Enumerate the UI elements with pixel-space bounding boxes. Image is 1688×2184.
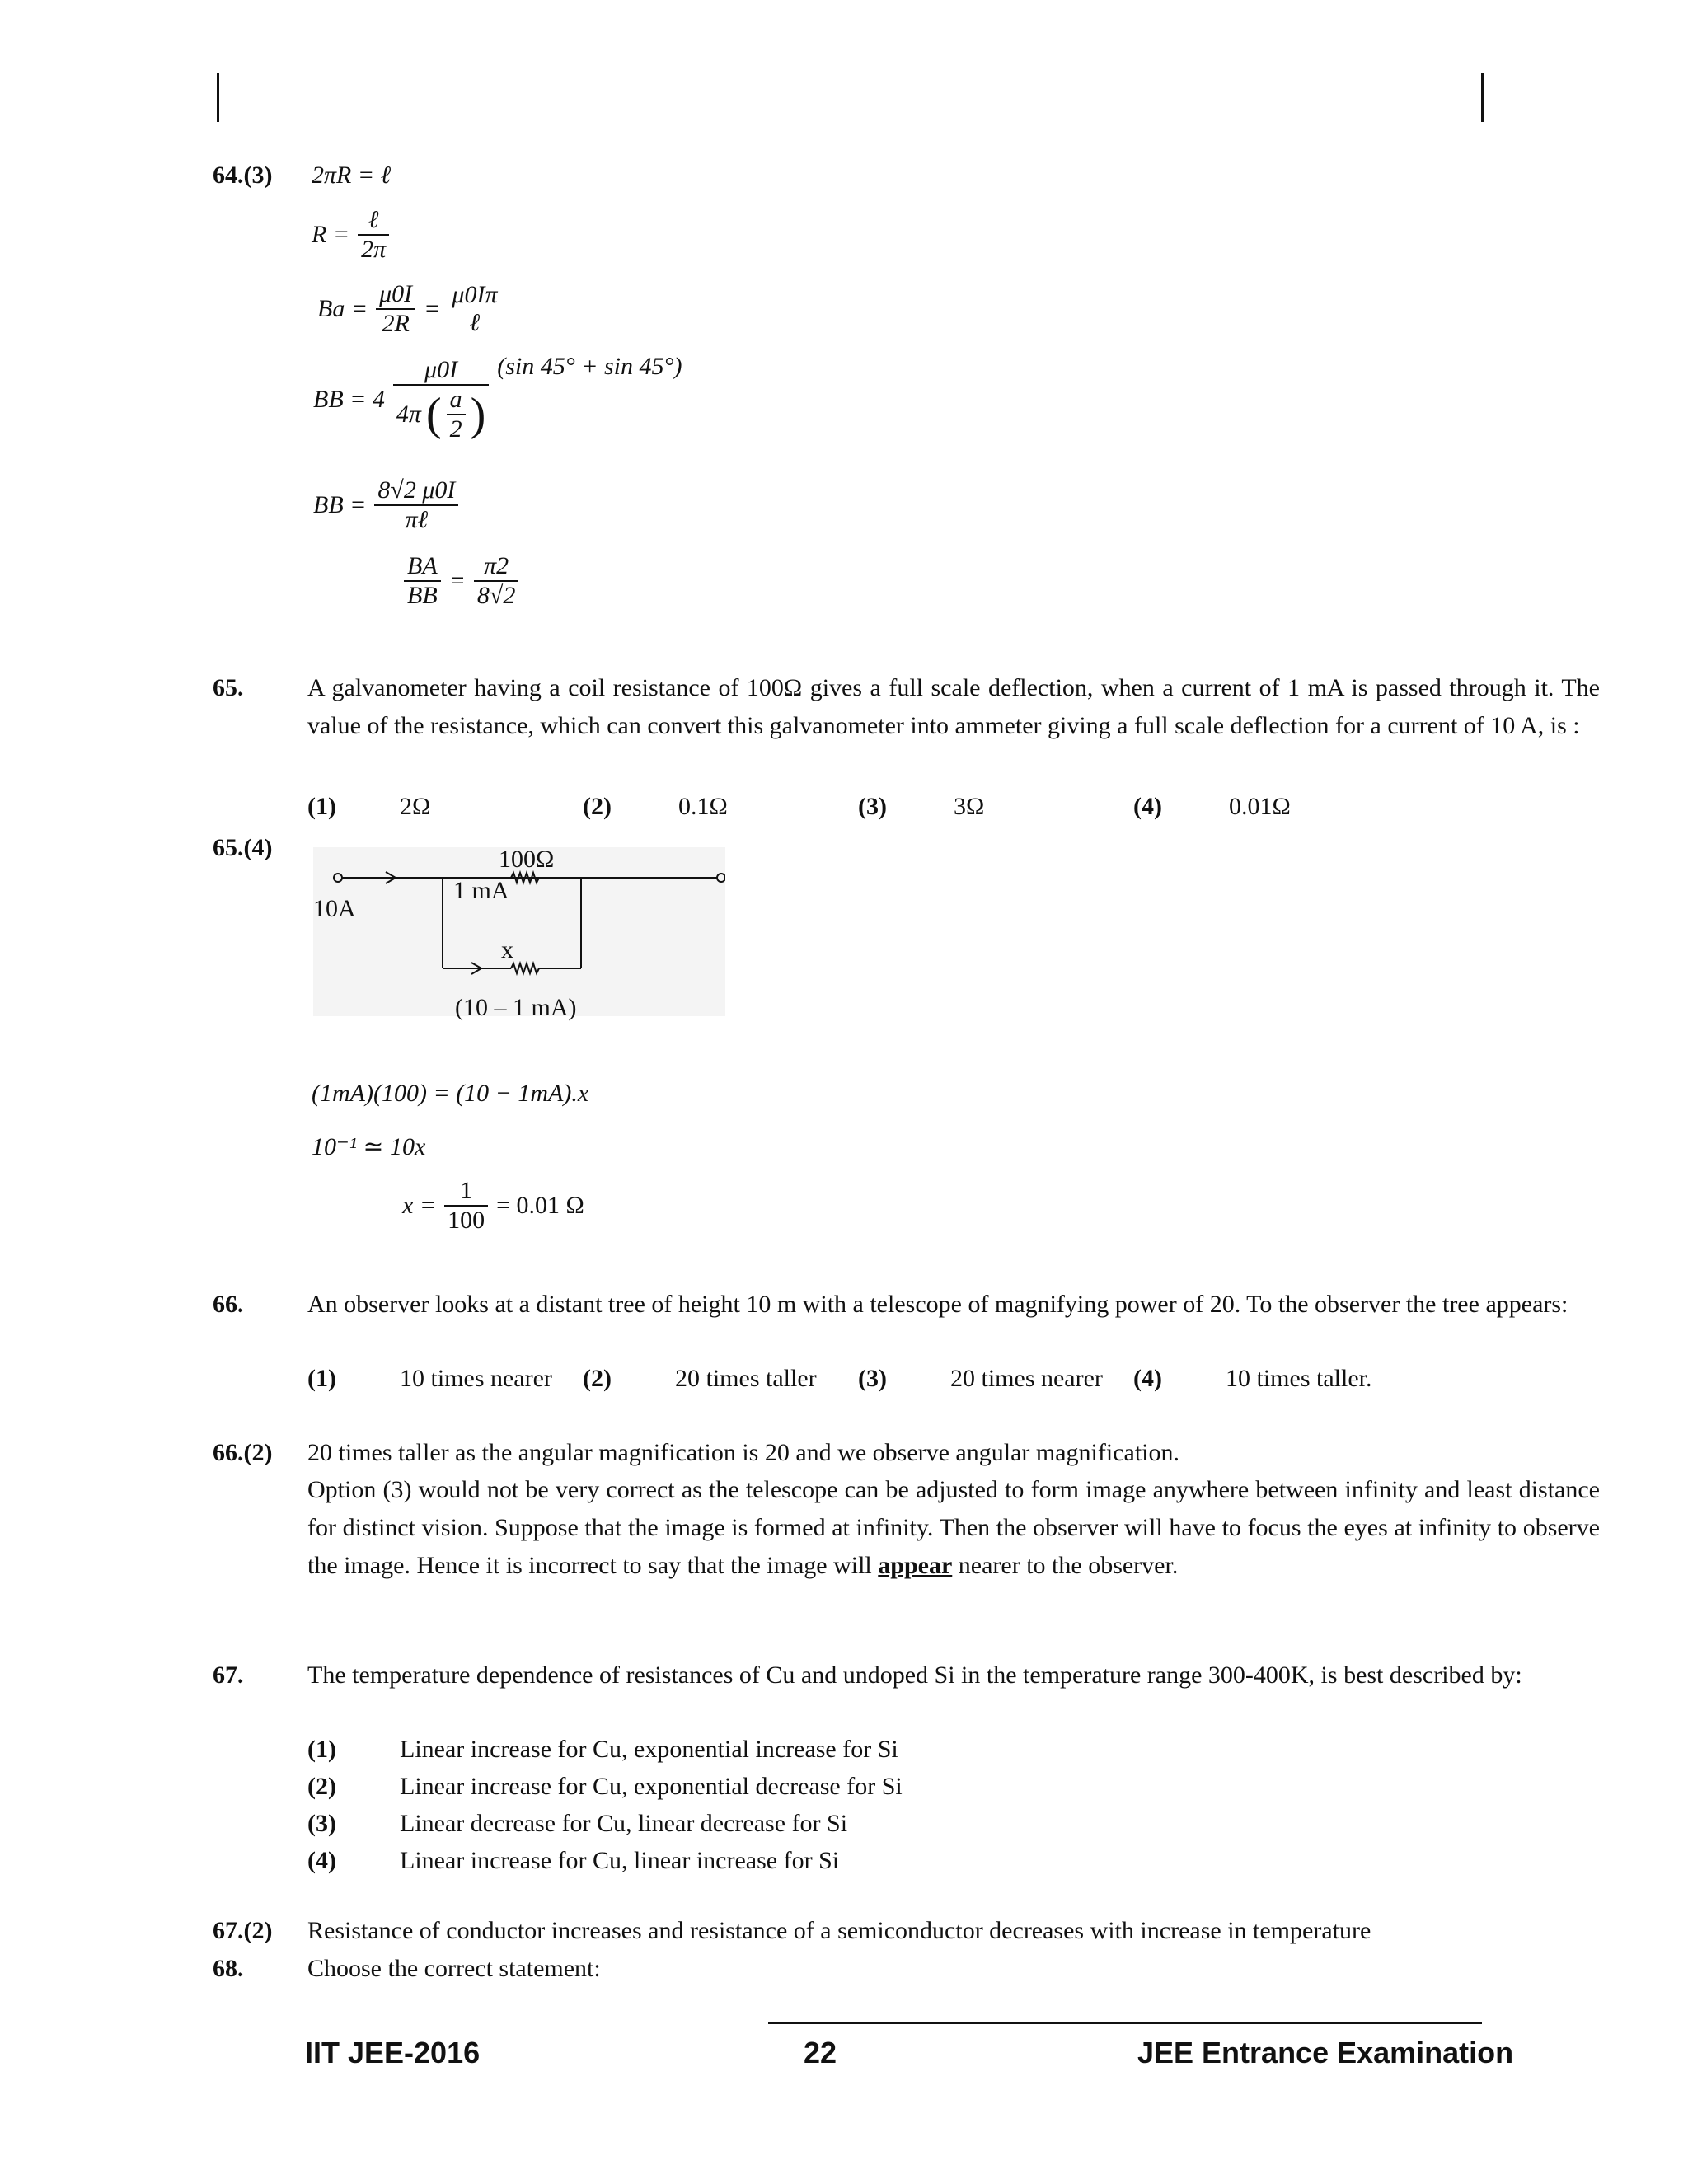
option-text: Linear increase for Cu, exponential increase for Si xyxy=(400,1736,898,1763)
eq-rhs: (sin 45° + sin 45°) xyxy=(497,353,682,380)
answer-label-67: 67.(2) xyxy=(213,1917,273,1944)
eq-lhs: Ba = xyxy=(317,295,368,322)
option-67-4 xyxy=(307,1842,903,1879)
option-number: (3) xyxy=(307,1810,336,1837)
option-number: (4) xyxy=(1133,1365,1162,1392)
margin-bar-left xyxy=(217,73,219,122)
answer-67-text: Resistance of conductor increases and resistance of a semiconductor decreases with increase in temperature xyxy=(307,1917,1372,1944)
eq-64-5 xyxy=(313,476,458,534)
fraction xyxy=(448,281,500,337)
option-text: 2Ω xyxy=(400,793,431,820)
option-text: 10 times taller. xyxy=(1226,1365,1372,1392)
circuit-label-i-bottom: (10 – 1 mA) xyxy=(455,994,577,1021)
eq-65-3 xyxy=(402,1177,584,1235)
circuit-label-r-top: 100Ω xyxy=(499,846,555,873)
option-text: 20 times taller xyxy=(675,1365,817,1392)
footer-left: IIT JEE-2016 xyxy=(305,2036,481,2069)
denominator: 4π ( $\frac{a}{2}$ ) xyxy=(393,384,489,443)
footer-right: JEE Entrance Examination xyxy=(1137,2036,1514,2069)
answer-66-text-b: nearer to the observer. xyxy=(958,1552,1179,1579)
question-label-64: 64.(3) xyxy=(213,162,273,189)
eq-65-1: (1mA)(100) = (10 − 1mA).x xyxy=(312,1080,589,1107)
eq-rhs: = 0.01 Ω xyxy=(496,1192,584,1219)
option-number: (2) xyxy=(307,1773,336,1800)
eq-64-6 xyxy=(404,552,518,610)
denominator-prefix: 4π xyxy=(396,401,421,428)
denominator: BB xyxy=(404,580,441,610)
option-number: (2) xyxy=(583,793,612,820)
answer-66-underlined: appear xyxy=(878,1552,953,1579)
option-67-1 xyxy=(307,1731,903,1768)
option-text: 0.1Ω xyxy=(678,793,728,820)
inner-fraction xyxy=(447,386,466,443)
answer-66-paragraph xyxy=(307,1471,1600,1585)
inner-numerator: a xyxy=(449,386,462,413)
numerator: π2 xyxy=(484,552,509,579)
numerator: μ0Iπ xyxy=(452,281,498,308)
fraction xyxy=(474,552,518,610)
circuit-label-i-top: 1 mA xyxy=(453,877,509,904)
option-number: (3) xyxy=(858,1365,887,1392)
option-number: (4) xyxy=(1133,793,1162,820)
denominator: πℓ xyxy=(374,504,458,534)
denominator: 8√2 xyxy=(474,580,518,610)
option-number: (1) xyxy=(307,1736,336,1763)
answer-66-line1: 20 times taller as the angular magnification is 20 and we observe angular magnification. xyxy=(307,1439,1179,1466)
circuit-label-i-in: 10A xyxy=(313,895,356,922)
option-number: (1) xyxy=(307,793,336,820)
numerator: μ0I xyxy=(379,280,413,307)
resistor-bottom xyxy=(511,963,539,973)
eq-64-1: 2πR = ℓ xyxy=(312,162,392,189)
denominator: ℓ xyxy=(469,309,481,336)
option-number: (4) xyxy=(307,1847,336,1874)
option-65-2 xyxy=(583,788,728,826)
option-text: 10 times nearer xyxy=(400,1365,552,1392)
eq-lhs: x = xyxy=(402,1192,437,1219)
numerator: 8√2 μ0I xyxy=(377,476,456,504)
question-text-65: A galvanometer having a coil resistance of 100Ω gives a full scale deflection, when a current of 1 mA is passed through it. The value of the resistance, which can convert this galvanometer into ammeter giving a full scale deflection for a current of 10 A, is : xyxy=(307,674,1600,739)
option-66-4 xyxy=(1133,1360,1372,1398)
equals-sign: = xyxy=(448,567,466,594)
numerator: μ0I xyxy=(424,356,458,383)
question-label-66: 66. xyxy=(213,1291,244,1318)
eq-lhs: BB = xyxy=(313,491,367,518)
option-67-3 xyxy=(307,1805,903,1842)
fraction xyxy=(393,356,489,443)
eq-64-3 xyxy=(317,280,500,338)
option-65-3 xyxy=(858,788,985,826)
page-number: 22 xyxy=(804,2036,837,2069)
question-label-68: 68. xyxy=(213,1955,244,1982)
footer-rule xyxy=(768,2022,1482,2024)
option-text: Linear decrease for Cu, linear decrease for Si xyxy=(400,1810,848,1837)
answer-66-text-a: Option (3) would not be very correct as the telescope can be adjusted to form image anywhere between infinity and least distance for distinct vision. Suppose that the image is formed at infinity. Then the observer will have to focus the eyes at infinity to observe the image. Hence it is incorrect to say that the image will xyxy=(307,1476,1600,1579)
question-text-66: An observer looks at a distant tree of height 10 m with a telescope of magnifying power of 20. To the observer the tree appears: xyxy=(307,1291,1568,1318)
numerator: ℓ xyxy=(368,206,379,233)
denominator: 2R xyxy=(376,308,415,338)
answer-label-66: 66.(2) xyxy=(213,1439,273,1466)
question-text-68: Choose the correct statement: xyxy=(307,1955,601,1982)
question-label-67: 67. xyxy=(213,1661,244,1689)
numerator: 1 xyxy=(460,1177,473,1204)
option-67-2 xyxy=(307,1768,903,1805)
eq-lhs: BB = 4 xyxy=(313,386,385,413)
eq-64-4 xyxy=(313,353,682,443)
circuit-label-r-bottom: x xyxy=(501,936,513,963)
question-text-67: The temperature dependence of resistances of Cu and undoped Si in the temperature range 300-400K, is best described by: xyxy=(307,1661,1522,1689)
inner-denominator: 2 xyxy=(447,414,466,443)
margin-bar-right xyxy=(1481,73,1484,122)
options-67 xyxy=(307,1731,903,1879)
equals-sign: = xyxy=(424,295,441,322)
option-65-1 xyxy=(307,788,431,826)
numerator: BA xyxy=(407,552,438,579)
eq-65-2: 10⁻¹ ≃ 10x xyxy=(312,1133,426,1160)
denominator: 2π xyxy=(358,234,389,264)
option-text: 0.01Ω xyxy=(1229,793,1291,820)
circuit-diagram xyxy=(313,846,725,1021)
fraction xyxy=(404,552,441,610)
question-label-65: 65. xyxy=(213,674,244,701)
option-text: 3Ω xyxy=(954,793,985,820)
eq-64-2 xyxy=(312,206,389,264)
option-number: (3) xyxy=(858,793,887,820)
option-text: Linear increase for Cu, exponential decrease for Si xyxy=(400,1773,903,1800)
option-number: (2) xyxy=(583,1365,612,1392)
answer-label-65: 65.(4) xyxy=(213,834,273,861)
fraction xyxy=(374,476,458,534)
option-text: Linear increase for Cu, linear increase for Si xyxy=(400,1847,840,1874)
option-text: 20 times nearer xyxy=(950,1365,1103,1392)
option-66-1 xyxy=(307,1360,552,1398)
eq-lhs: R = xyxy=(312,221,350,248)
denominator: 100 xyxy=(444,1205,488,1235)
option-65-4 xyxy=(1133,788,1291,826)
fraction xyxy=(358,206,389,264)
fraction xyxy=(444,1177,488,1235)
option-66-3 xyxy=(858,1360,1103,1398)
option-number: (1) xyxy=(307,1365,336,1392)
fraction xyxy=(376,280,415,338)
option-66-2 xyxy=(583,1360,817,1398)
